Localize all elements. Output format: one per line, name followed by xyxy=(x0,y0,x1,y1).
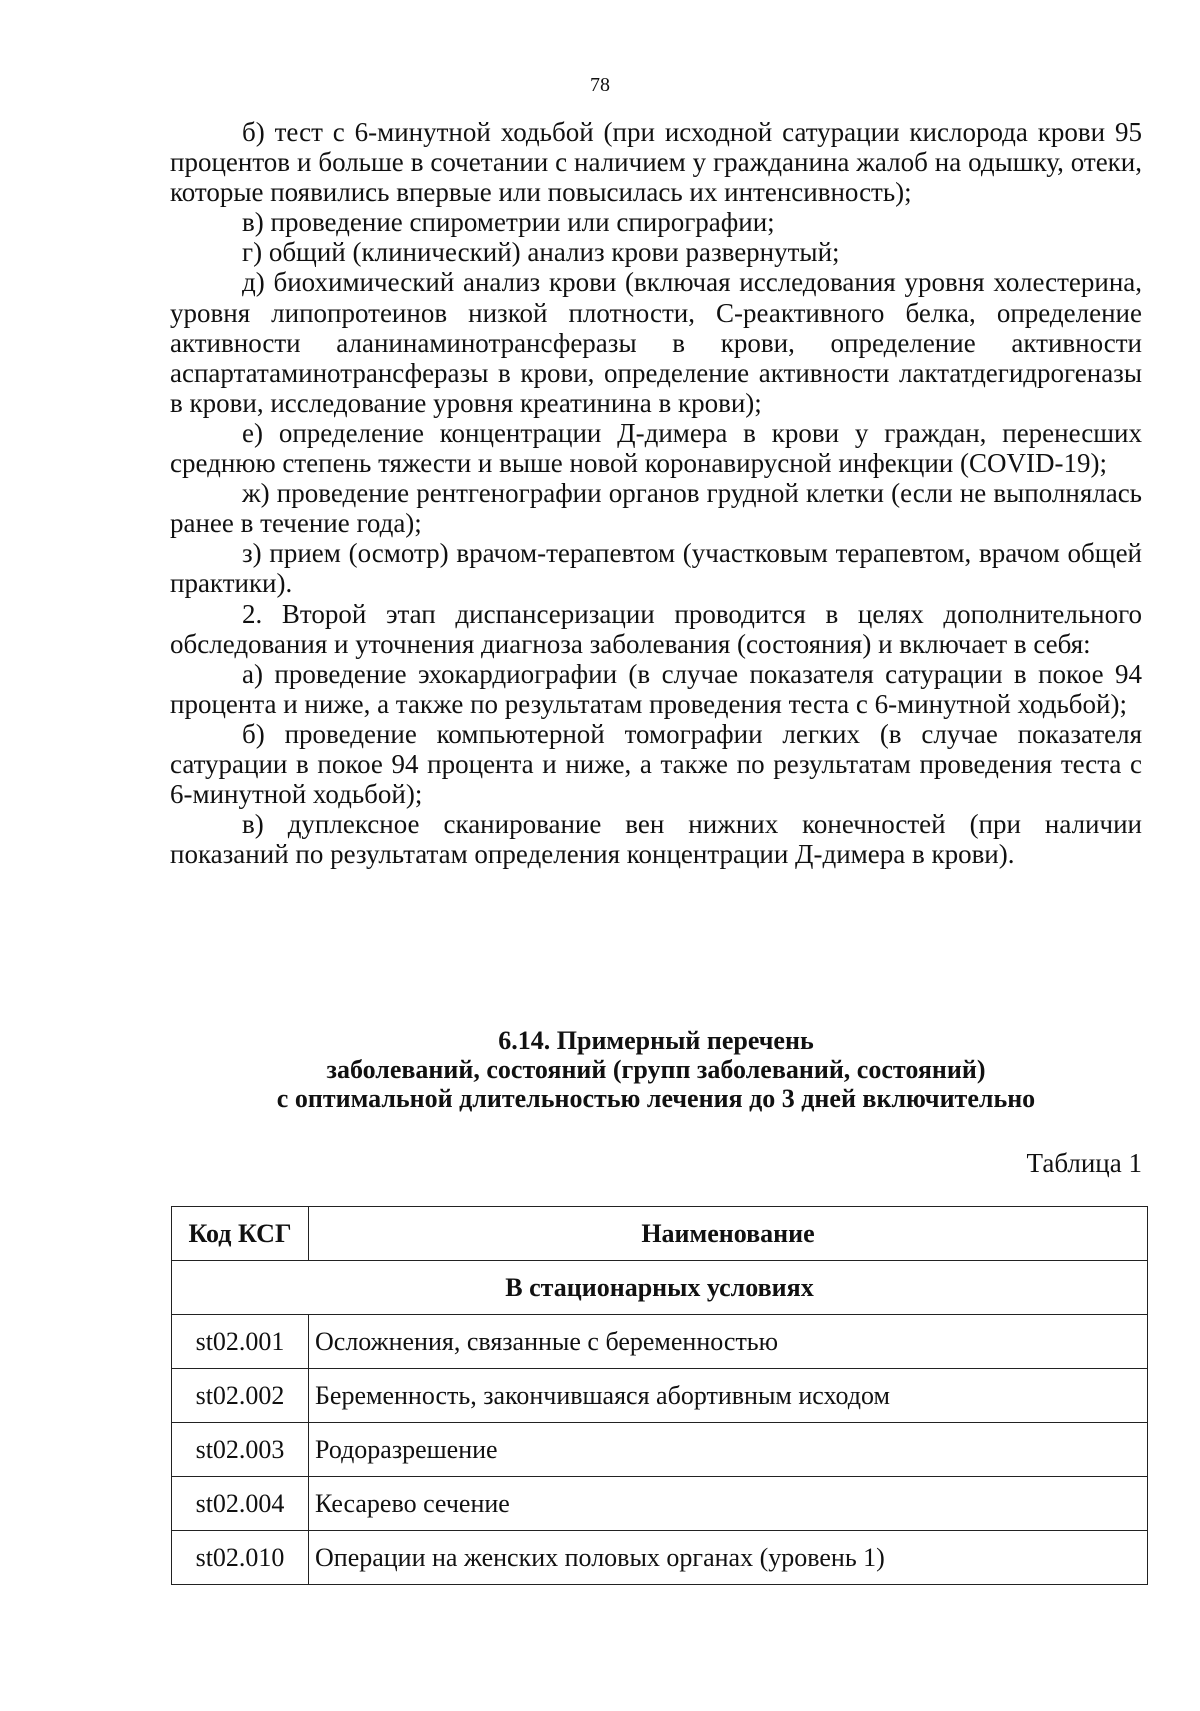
header-name: Наименование xyxy=(309,1207,1148,1261)
paragraph: б) тест с 6-минутной ходьбой (при исходной сатурации кислорода крови 95 процентов и больше в сочетании с наличием у гражданина жалоб на одышку, отеки, которые появились впервые или повысилась их интенсивность); xyxy=(170,117,1142,208)
heading-line: с оптимальной длительностью лечения до 3 дней включительно xyxy=(276,1084,1036,1113)
table-row xyxy=(172,1369,1148,1423)
paragraph: в) проведение спирометрии или спирографии; xyxy=(242,207,775,238)
ksg-code: st02.001 xyxy=(172,1315,309,1369)
table-section-row xyxy=(172,1261,1148,1315)
ksg-name: Родоразрешение xyxy=(309,1423,1148,1477)
paragraph: д) биохимический анализ крови (включая исследования уровня холестерина, уровня липопротеинов низкой плотности, С-реактивного белка, определение активности аланинаминотрансферазы в крови, определение активности аспартатаминотрансферазы в крови, определение активности лактатдегидрогеназы в крови, исследование уровня креатинина в крови); xyxy=(170,267,1142,418)
ksg-code: st02.003 xyxy=(172,1423,309,1477)
table-caption: Таблица 1 xyxy=(1026,1148,1142,1178)
heading-line: заболеваний, состояний (групп заболеваний, состояний) xyxy=(326,1055,986,1084)
header-code: Код КСГ xyxy=(172,1207,309,1261)
ksg-code: st02.010 xyxy=(172,1531,309,1585)
paragraph: ж) проведение рентгенографии органов грудной клетки (если не выполнялась ранее в течение года); xyxy=(170,478,1142,539)
ksg-table xyxy=(171,1206,1148,1585)
table-header-row xyxy=(172,1207,1148,1261)
table-row xyxy=(172,1531,1148,1585)
table-row xyxy=(172,1423,1148,1477)
heading-line: 6.14. Примерный перечень xyxy=(498,1026,814,1055)
paragraph: в) дуплексное сканирование вен нижних конечностей (при наличии показаний по результатам определения концентрации Д-димера в крови). xyxy=(170,809,1142,870)
paragraph: з) прием (осмотр) врачом-терапевтом (участковым терапевтом, врачом общей практики). xyxy=(170,538,1142,599)
ksg-code: st02.002 xyxy=(172,1369,309,1423)
ksg-name: Операции на женских половых органах (уровень 1) xyxy=(309,1531,1148,1585)
paragraph: г) общий (клинический) анализ крови развернутый; xyxy=(242,237,840,268)
ksg-name: Кесарево сечение xyxy=(309,1477,1148,1531)
ksg-name: Осложнения, связанные с беременностью xyxy=(309,1315,1148,1369)
ksg-code: st02.004 xyxy=(172,1477,309,1531)
table-row xyxy=(172,1477,1148,1531)
table-row xyxy=(172,1315,1148,1369)
paragraph: а) проведение эхокардиографии (в случае показателя сатурации в покое 94 процента и ниже, а также по результатам проведения теста с 6-минутной ходьбой); xyxy=(170,658,1142,719)
page-number: 78 xyxy=(590,74,610,96)
section-label: В стационарных условиях xyxy=(172,1261,1148,1315)
body-text xyxy=(170,117,1142,869)
paragraph: б) проведение компьютерной томографии легких (в случае показателя сатурации в покое 94 процента и ниже, а также по результатам проведения теста с 6-минутной ходьбой); xyxy=(170,718,1142,810)
section-heading xyxy=(170,1026,1142,1113)
ksg-name: Беременность, закончившаяся абортивным исходом xyxy=(309,1369,1148,1423)
paragraph: е) определение концентрации Д-димера в крови у граждан, перенесших среднюю степень тяжести и выше новой коронавирусной инфекции (COVID-19); xyxy=(170,417,1142,479)
paragraph: 2. Второй этап диспансеризации проводится в целях дополнительного обследования и уточнения диагноза заболевания (состояния) и включает в себя: xyxy=(170,598,1142,659)
